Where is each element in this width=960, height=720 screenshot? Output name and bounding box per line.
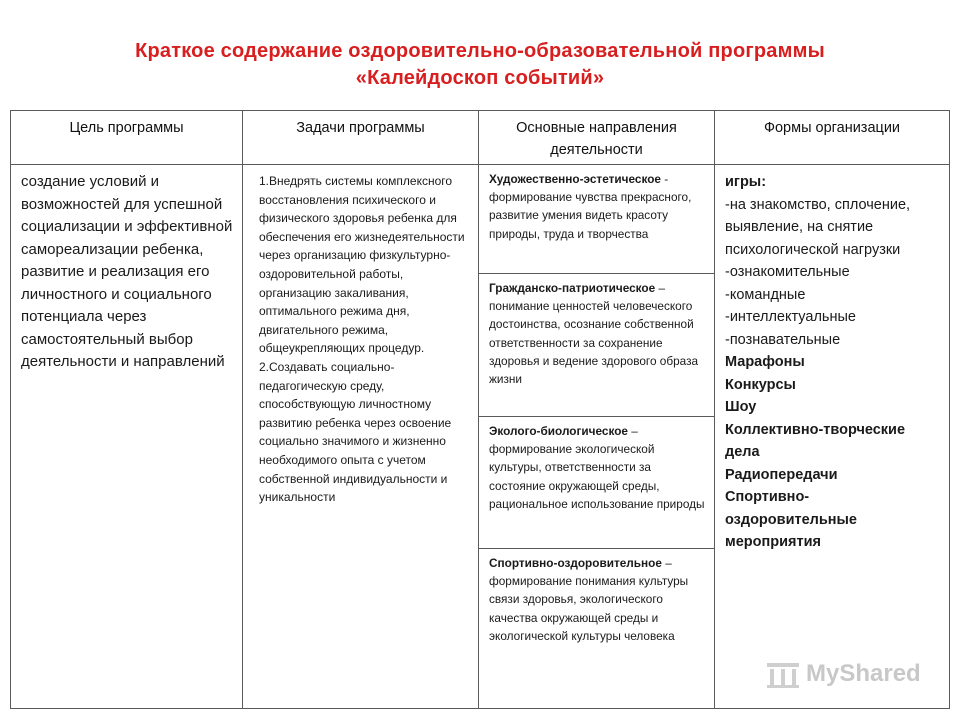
list-item: Коллективно-творческие дела [725,421,906,460]
direction-text: формирование чувства прекрасного, развитие умения видеть красоту природы, труда и творчества [489,190,692,241]
direction-name: Гражданско-патриотическое [489,281,656,295]
title-line-2: «Калейдоскоп событий» [355,67,605,89]
page-title [0,38,960,92]
games-label: игры: [725,174,767,190]
direction-text: формирование экологической культуры, ответственности за состояние окружающей среды, рациональное использование природы [489,442,705,511]
direction-eco: Эколого-биологическое – формирование экологической культуры, ответственности за состояние окружающей среды, рациональное использование природы [479,417,714,549]
direction-name: Спортивно-оздоровительное [489,556,662,570]
tasks-cell [243,165,479,709]
direction-name: Художественно-эстетическое [489,172,661,186]
list-item: Радиопередачи [725,466,838,483]
direction-civic: Гражданско-патриотическое – понимание ценностей человеческого достоинства, осознание собственной ответственности за сохранение здоровья и ведение здорового образа жизни [479,274,714,417]
forms-cell [715,165,950,709]
direction-art: Художественно-эстетическое - формирование чувства прекрасного, развитие умения видеть красоту природы, труда и творчества [479,165,714,274]
header-row [11,111,950,165]
list-item: -на знакомство, сплочение, выявление, на снятие психологической нагрузки [725,196,911,258]
program-table [10,110,950,709]
direction-sport: Спортивно-оздоровительное – формирование понимания культуры связи здоровья, экологического качества окружающей среды и экологической культуры человека [489,556,689,643]
direction-text: понимание ценностей человеческого достоинства, осознание собственной ответственности за сохранение здоровья и ведение здорового образа жизни [489,299,699,387]
list-item: -командные [725,286,806,303]
task-2: 2.Создавать социально-педагогическую среду, способствующую личностному развитию ребенка через освоение социально значимого и жизненно необходимого опыта с учетом собственной индивидуальности и уникальности [259,359,452,505]
goal-cell [11,165,243,709]
content-row [11,165,950,709]
header-goal: Цель программы [11,111,243,165]
list-item: -познавательные [725,331,841,348]
goal-text: создание условий и возможностей для успешной социализации и эффективной самореализации ребенка, развитие и реализация его личностного и социального потенциала через самостоятельный выбор деятельности и направлений [21,173,233,370]
direction-name: Эколого-биологическое [489,424,628,438]
list-item: -ознакомительные [725,264,850,280]
title-line-1: Краткое содержание оздоровительно-образовательной программы [135,40,825,62]
list-item: Спортивно-оздоровительные мероприятия [725,489,857,550]
watermark-text: MyShared [806,660,921,687]
header-directions: Основные направления деятельности [479,111,715,165]
myshared-logo-icon [766,659,800,689]
header-forms: Формы организации [715,111,950,165]
list-item: Марафоны [725,354,805,370]
list-item: Конкурсы [725,376,796,393]
header-tasks: Задачи программы [243,111,479,165]
list-item: Шоу [725,399,757,415]
watermark [766,656,921,692]
direction-text: формирование понимания культуры связи здоровья, экологического качества окружающей среды и экологической культуры человека [489,574,689,643]
list-item: -интеллектуальные [725,309,856,325]
task-1: 1.Внедрять системы комплексного восстановления психического и физического здоровья ребенка для обеспечения его жизнедеятельности через организацию физкультурно-оздоровительной работы, организацию закаливания, оптимального режима дня, двигательного режима, общеукрепляющих процедур. [259,174,465,356]
directions-cell [479,165,715,709]
